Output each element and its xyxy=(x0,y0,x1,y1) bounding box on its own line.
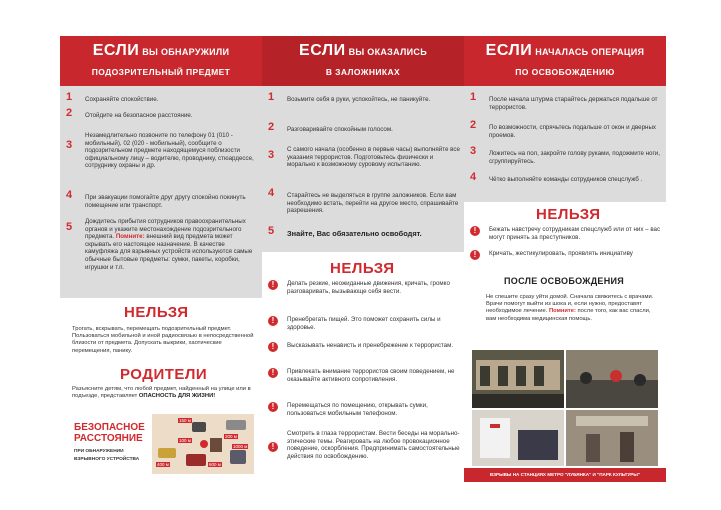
column-rescue-operation xyxy=(464,36,666,484)
list-item: 3 Ложитесь на пол, закройте голову руками, подожмите ноги, сгруппируйтесь. xyxy=(470,145,660,165)
list-item: 4 При эвакуации помогайте друг другу спокойно покинуть помещение или транспорт. xyxy=(66,189,246,209)
list-item: ! Бежать навстречу сотрудникам спецслужб или от них – вас могут принять за преступников. xyxy=(470,226,662,241)
metro-photo xyxy=(566,350,658,408)
warning-icon: ! xyxy=(268,316,278,326)
safe-distance: БЕЗОПАСНОЕ РАССТОЯНИЕ ПРИ ОБНАРУЖЕНИИ ВЗРЫВНОГО УСТРОЙСТВА xyxy=(74,422,145,462)
list-item: 3 Незамедлительно позвоните по телефону 01 (010 - мобильный), 02 (020 - мобильный), сообщите о подозрительном предмете находящемуся поблизости официальному лицу – водителю, проводнику, стюардессе, сотруднику охраны и др. xyxy=(66,132,254,170)
distance-label: 400 м xyxy=(157,462,169,467)
nelzya-title: НЕЛЬЗЯ xyxy=(330,260,395,277)
photo-caption: ВЗРЫВЫ НА СТАНЦИЯХ МЕТРО "ЛУБЯНКА" И "ПАРК КУЛЬТУРЫ" xyxy=(464,468,666,482)
header-esli: ЕСЛИ xyxy=(485,42,533,59)
header-rescue-operation xyxy=(464,36,666,86)
metro-photo xyxy=(566,410,658,466)
header-line1: НАЧАЛАСЬ ОПЕРАЦИЯ xyxy=(535,47,645,57)
header-line2: В ЗАЛОЖНИКАХ xyxy=(325,67,401,77)
nelzya-title: НЕЛЬЗЯ xyxy=(124,304,189,321)
safe-distance-illustration xyxy=(152,414,254,474)
metro-photo xyxy=(472,350,564,408)
list-item: 5 Знайте, Вас обязательно освободят. xyxy=(268,225,422,238)
distance-label: 150 м xyxy=(179,418,191,423)
list-item: ! Делать резкие, неожиданные движения, кричать, громко разговаривать, вызывающе себя вести. xyxy=(268,280,460,295)
header-esli: ЕСЛИ xyxy=(299,42,346,59)
after-rescue-text: Не спешите сразу уйти домой. Сначала свяжитесь с врачами. Врачи помогут выйти из шока и, если нужно, предоставят необходимое лечение. xyxy=(486,294,654,315)
list-item: 2 Отойдите на безопасное расстояние. xyxy=(66,107,193,119)
list-item: 1 Возьмите себя в руки, успокойтесь, не паникуйте. xyxy=(268,91,431,103)
warning-icon: ! xyxy=(268,368,278,378)
list-item: 4 Старайтесь не выделяться в группе заложников. Если вам необходимо встать, перейти на другое место, спрашивайте разрешения. xyxy=(268,187,459,215)
distance-label: 200 м xyxy=(225,434,237,439)
header-line1: ВЫ ОБНАРУЖИЛИ xyxy=(142,47,230,57)
list-item: ! Перемещаться по помещению, открывать сумки, пользоваться мобильным телефоном. xyxy=(268,402,460,417)
header-line2: ПО ОСВОБОЖДЕНИЮ xyxy=(515,67,615,77)
column-suspicious-object xyxy=(60,36,262,484)
warning-icon: ! xyxy=(268,342,278,352)
roditeli-text: Разъясните детям, что любой предмет, найденный на улице или в подъезде, представляет xyxy=(72,386,251,400)
header-hostages xyxy=(262,36,464,86)
warning-icon: ! xyxy=(470,226,480,236)
header-esli: ЕСЛИ xyxy=(92,42,140,59)
distance-label: 600 м xyxy=(209,462,221,467)
list-item: 2 Разговаривайте спокойным голосом. xyxy=(268,121,393,133)
list-item: ! Привлекать внимание террористов своим поведением, не оказывайте активного сопротивления. xyxy=(268,368,460,383)
list-item: 1 После начала штурма старайтесь держаться подальше от террористов. xyxy=(470,91,658,111)
list-item: 5 Дождитесь прибытия сотрудников правоохранительных органов и укажите местонахождение подозрительного предмета. Помните: внешний вид предмета может скрывать его настоящее назначение. В качестве камуфляжа для взрывных устройств используются самые обычные бытовые предметы: сумки, пакеты, коробки, игрушки и т.п. xyxy=(66,218,253,271)
column-hostages xyxy=(262,36,464,484)
list-item: ! Высказывать ненависть и пренебрежение к террористам. xyxy=(268,342,460,350)
list-item: 2 По возможности, спрячьтесь подальше от окон и дверных проемов. xyxy=(470,119,657,139)
list-item: 4 Чётко выполняйте команды сотрудников спецслужб . xyxy=(470,171,643,183)
distance-label: 100 м xyxy=(179,438,191,443)
list-item: ! Пренебрегать пищей. Это поможет сохранить силы и здоровье. xyxy=(268,316,460,331)
after-rescue-title: ПОСЛЕ ОСВОБОЖДЕНИЯ xyxy=(504,276,625,286)
list-item: ! Смотреть в глаза террористам. Вести беседы на морально-этические темы. Реагировать на любое провокационное поведение, оскорбления. Предпринимать самостоятельные действия по освобождению. xyxy=(268,430,460,460)
after-remember: Помните: xyxy=(548,308,576,315)
header-suspicious-object xyxy=(60,36,262,86)
after-rescue-text2: после того, как вас спасли, вам необходима медицинская помощь. xyxy=(486,308,651,322)
list-item: 1 Сохраняйте спокойствие. xyxy=(66,91,159,103)
list-item: ! Кричать, жестикулировать, проявлять инициативу xyxy=(470,250,662,258)
roditeli-title: РОДИТЕЛИ xyxy=(120,366,208,383)
list-item: 3 С самого начала (особенно в первые часы) выполняйте все указания террористов. Подготовьтесь физически и морально к возможному суровому испытанию. xyxy=(268,146,460,169)
header-line1: ВЫ ОКАЗАЛИСЬ xyxy=(348,47,427,57)
nelzya-title: НЕЛЬЗЯ xyxy=(536,206,601,223)
warning-icon: ! xyxy=(268,280,278,290)
header-line2: ПОДОЗРИТЕЛЬНЫЙ ПРЕДМЕТ xyxy=(91,67,231,77)
warning-icon: ! xyxy=(268,402,278,412)
warning-icon: ! xyxy=(470,250,480,260)
metro-photo xyxy=(472,410,564,466)
roditeli-bold: ОПАСНОСТЬ ДЛЯ ЖИЗНИ! xyxy=(138,393,216,400)
distance-label: 1000 м xyxy=(233,444,248,449)
nelzya-text: Трогать, вскрывать, перемещать подозрительный предмет. Пользоваться мобильной и иной радиосвязью в непосредственной близости от предмета. Допускать выкрики, хаотические перемещения, панику. xyxy=(72,326,254,354)
warning-icon: ! xyxy=(268,442,278,452)
leaflet xyxy=(60,36,666,484)
